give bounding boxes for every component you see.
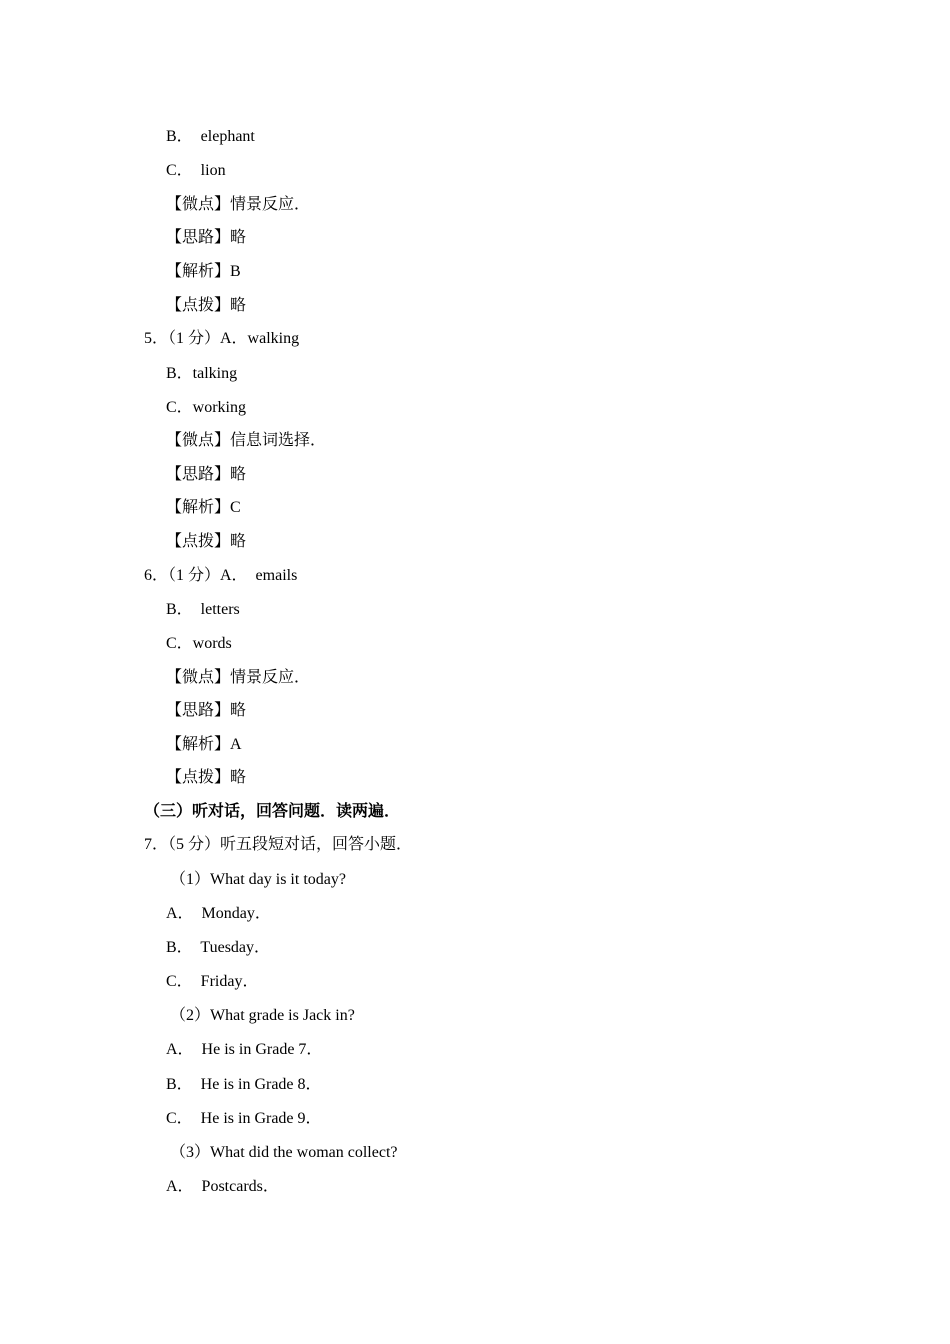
q5-option-c: C．working [166,399,247,416]
q7-stem: 7．（5 分）听五段短对话，回答小题． [144,836,413,853]
q4-option-b: B． elephant [166,128,255,145]
q6-analysis: 【解析】A [166,736,242,753]
q7-sub2-option-b: B． He is in Grade 8． [166,1076,322,1093]
q5-stem: 5．（1 分）A．walking [144,330,300,347]
q7-sub2-option-c: C． He is in Grade 9． [166,1110,322,1127]
q7-sub1-option-c: C． Friday． [166,973,259,990]
section-heading: （三）听对话，回答问题．读两遍． [144,803,401,820]
q5-point: 【微点】信息词选择． [166,432,327,449]
q6-stem: 6．（1 分）A． emails [144,567,298,584]
q4-point: 【微点】情景反应． [166,196,311,213]
q5-option-b: B．talking [166,365,238,382]
q5-tip: 【点拨】略 [166,533,247,550]
q5-analysis: 【解析】C [166,499,241,516]
q7-sub3-option-a: A． Postcards． [166,1178,279,1195]
q4-analysis: 【解析】B [166,263,241,280]
q7-sub2-question: （2）What grade is Jack in? [170,1007,355,1024]
q7-sub1-option-a: A． Monday． [166,905,271,922]
q5-idea: 【思路】略 [166,466,247,483]
q7-sub3-question: （3）What did the woman collect? [170,1144,398,1161]
q6-option-c: C．words [166,635,232,652]
q4-tip: 【点拨】略 [166,297,247,314]
q6-tip: 【点拨】略 [166,769,247,786]
q6-idea: 【思路】略 [166,702,247,719]
q4-option-c: C． lion [166,162,226,179]
q7-sub2-option-a: A． He is in Grade 7． [166,1041,323,1058]
q4-idea: 【思路】略 [166,229,247,246]
q7-sub1-question: （1）What day is it today? [170,871,346,888]
q7-sub1-option-b: B． Tuesday． [166,939,271,956]
q6-point: 【微点】情景反应． [166,669,311,686]
q6-option-b: B． letters [166,601,240,618]
